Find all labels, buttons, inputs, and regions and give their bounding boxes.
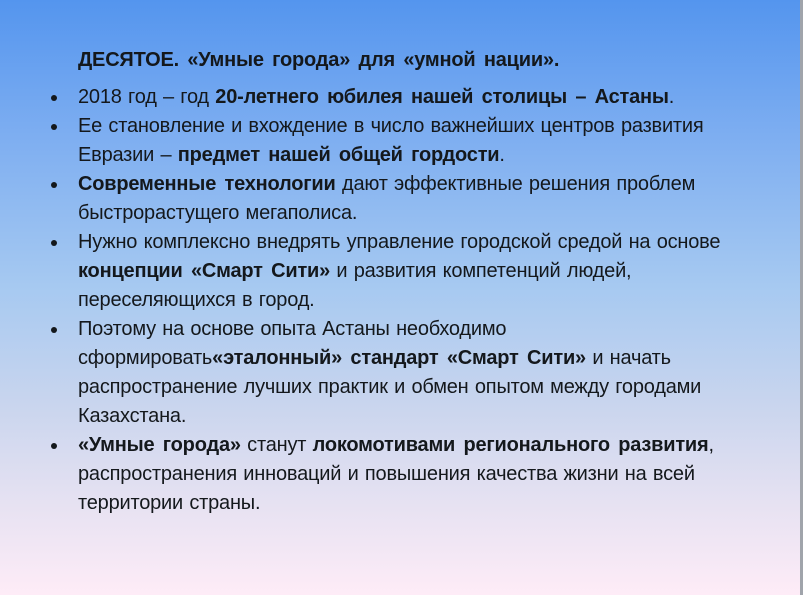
bullet-text: «Умные города» станут локомотивами регионального развития, распространения инноваций и повышения качества жизни на всей территории страны. xyxy=(78,434,714,514)
bullet-list xyxy=(48,83,755,518)
bullet-text: 2018 год – год 20-летнего юбилея нашей столицы – Астаны. xyxy=(78,86,675,108)
bullet-item xyxy=(48,315,755,431)
bullet-item xyxy=(48,431,755,518)
bullet-marker-icon xyxy=(51,240,57,246)
bullet-item xyxy=(48,228,755,315)
slide-title: ДЕСЯТОЕ. «Умные города» для «умной нации». xyxy=(78,49,560,71)
bullet-text: Поэтому на основе опыта Астаны необходимо сформировать«эталонный» стандарт «Смарт Сити» и начать распространение лучших практик и обмен опытом между городами Казахстана. xyxy=(78,318,702,427)
bullet-text: Современные технологии дают эффективные решения проблем быстрорастущего мегаполиса. xyxy=(78,173,696,224)
bullet-item xyxy=(48,170,755,228)
bullet-marker-icon xyxy=(51,327,57,333)
bullet-marker-icon xyxy=(51,95,57,101)
bullet-text: Нужно комплексно внедрять управление городской средой на основе концепции «Смарт Сити» и развития компетенций людей, переселяющихся в город. xyxy=(78,231,721,311)
bullet-text: Ее становление и вхождение в число важнейших центров развития Евразии – предмет нашей общей гордости. xyxy=(78,115,704,166)
bullet-marker-icon xyxy=(51,124,57,130)
bullet-marker-icon xyxy=(51,443,57,449)
bullet-marker-icon xyxy=(51,182,57,188)
bullet-item xyxy=(48,83,755,112)
bullet-item xyxy=(48,112,755,170)
